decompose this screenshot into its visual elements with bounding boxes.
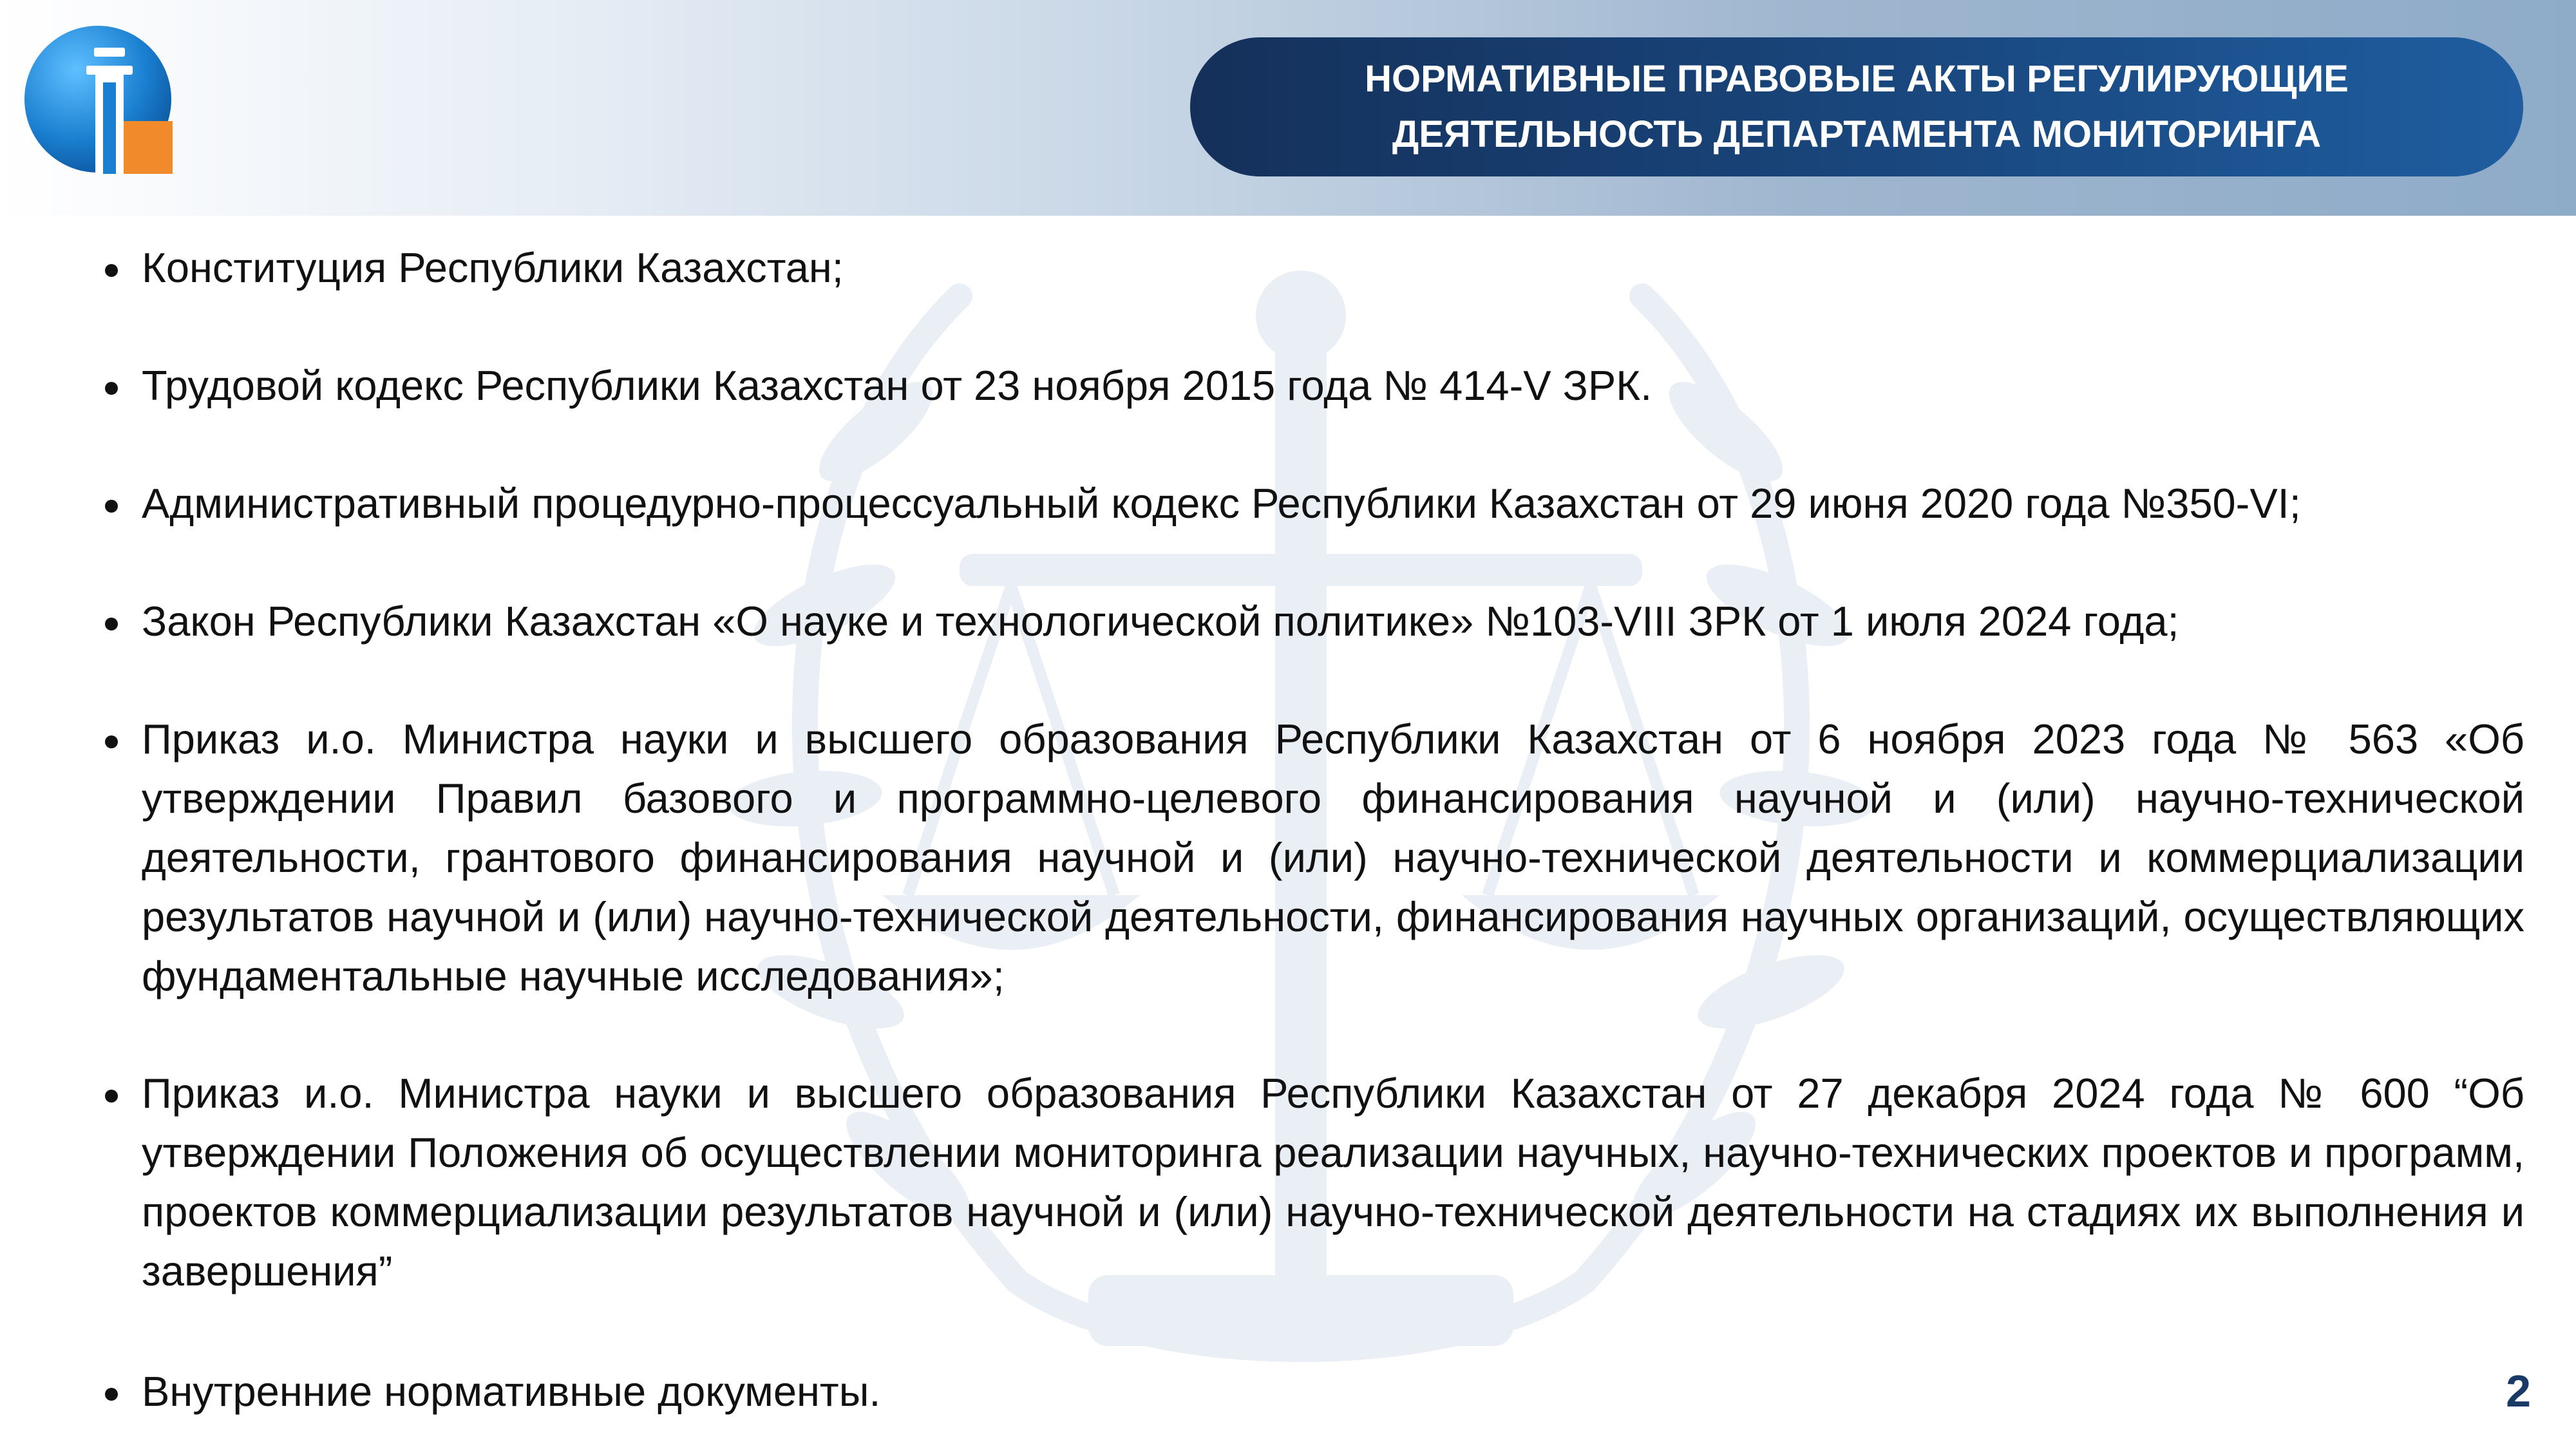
list-item: Закон Республики Казахстан «О науке и технологической политике» №103-VIII ЗРК от 1 июля 2024 года; (142, 598, 2179, 645)
list-item: Приказ и.о. Министра науки и высшего образования Республики Казахстан от 6 ноября 2023 года № 563 «Об утверждении Правил базового и программно-целевого финансирования научной и (или) научно-технической деятельности, грантового финансирования научной и (или) научно-технической деятельности и коммерциализации результатов научной и (или) научно-технической деятельности, финансирования научных организаций, осуществляющих фундаментальные научные исследования»; (142, 715, 2524, 999)
bullet-icon (105, 735, 118, 748)
bullet-icon (105, 382, 118, 395)
list-item: Конституция Республики Казахстан; (142, 244, 844, 291)
list-item: Внутренние нормативные документы. (142, 1368, 881, 1415)
page-number: 2 (2506, 1366, 2531, 1416)
bullet-icon (105, 500, 118, 513)
list-item: Трудовой кодекс Республики Казахстан от 23 ноября 2015 года № 414-V ЗРК. (142, 362, 1653, 409)
title-line-1: НОРМАТИВНЫЕ ПРАВОВЫЕ АКТЫ РЕГУЛИРУЮЩИЕ (1365, 58, 2349, 100)
bullet-icon (105, 1388, 118, 1401)
list-item: Приказ и.о. Министра науки и высшего образования Республики Казахстан от 27 декабря 2024 года № 600 “Об утверждении Положения об осуществлении мониторинга реализации научных, научно-технических проектов и программ, проектов коммерциализации результатов научной и (или) научно-технической деятельности на стадиях их выполнения и завершения” (142, 1070, 2524, 1294)
bullet-icon (105, 1090, 118, 1103)
title-line-2: ДЕЯТЕЛЬНОСТЬ ДЕПАРТАМЕНТА МОНИТОРИНГА (1392, 113, 2322, 155)
bullet-icon (105, 264, 118, 277)
bullet-icon (105, 618, 118, 630)
list-item: Административный процедурно-процессуальный кодекс Республики Казахстан от 29 июня 2020 года №350-VI; (142, 480, 2301, 527)
